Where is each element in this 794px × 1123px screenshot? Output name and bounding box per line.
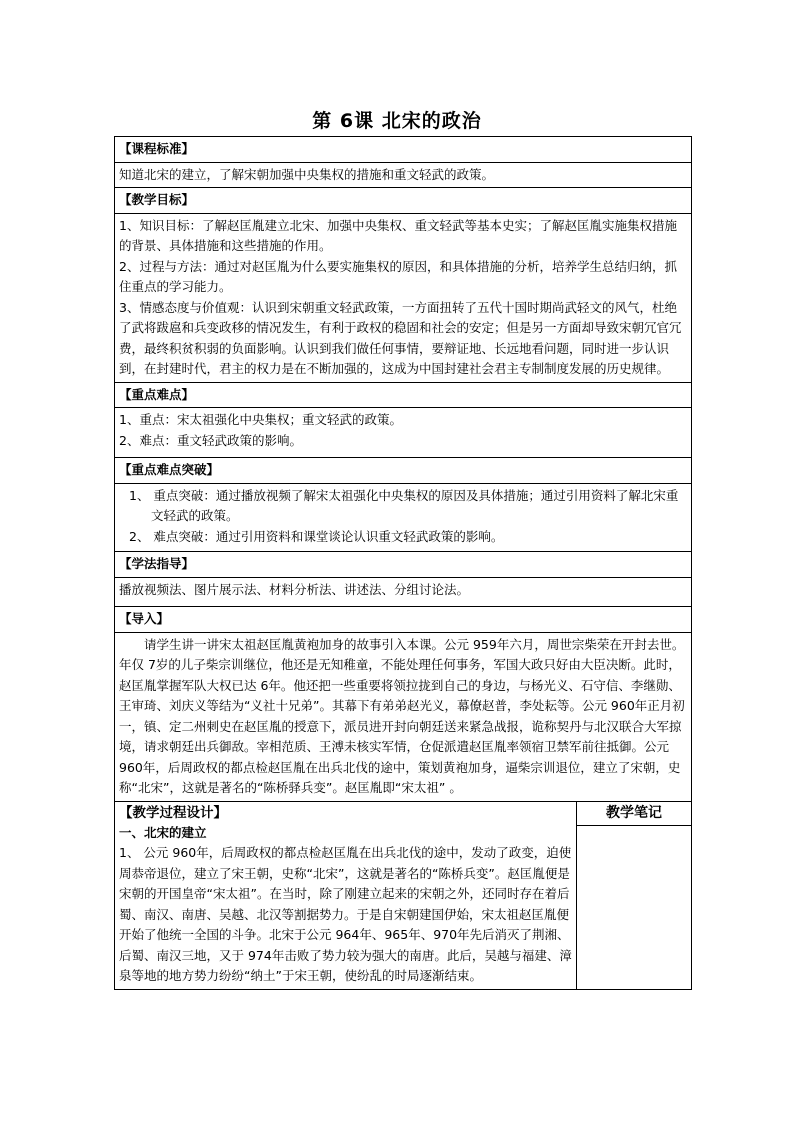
method-heading-row bbox=[115, 552, 692, 578]
keypoints-cell bbox=[115, 408, 692, 458]
notes-heading: 教学笔记 bbox=[606, 804, 662, 821]
breakthrough-cell bbox=[115, 483, 692, 552]
notes-divider bbox=[577, 825, 691, 826]
intro-row bbox=[115, 632, 692, 801]
goal-item: 2、过程与方法：通过对赵匡胤为什么要实施集权的原因，和具体措施的分析，培养学生总结归纳，抓住重点的学习能力。 bbox=[119, 258, 677, 294]
breakthrough-item: 2、 难点突破：通过引用资料和课堂谈论认识重文轻武政策的影响。 bbox=[129, 528, 504, 544]
goals-heading: 【教学目标】 bbox=[115, 188, 692, 214]
notes-cell bbox=[577, 801, 692, 989]
breakthrough-heading-row bbox=[115, 458, 692, 484]
lesson-plan-table bbox=[114, 136, 692, 990]
standard-text: 知道北宋的建立，了解宋朝加强中央集权的措施和重文轻武的政策。 bbox=[115, 162, 692, 188]
process-text: 1、 公元 960年，后周政权的都点检赵匡胤在出兵北伐的途中，发动了政变，迫使周恭帝退位，建立了宋王朝，史称“北宋”，这就是著名的“陈桥兵变”。赵匡胤便是宋朝的开国皇帝“宋太祖”。在当时，除了刚建立起来的宋朝之外，还同时存在着后蜀、南汉、南唐、吴越、北汉等割据势力。于是自宋朝建国伊始，宋太祖赵匡胤便开始了他统一全国的斗争。北宋于公元 964年、965年、970年先后消灭了荆湘、后蜀、南汉三地，又于 974年击败了势力较为强大的南唐。此后，吴越与福建、漳泉等地的地方势力纷纷“纳土”于宋王朝，使纷乱的时局逐渐结束。 bbox=[119, 845, 572, 983]
intro-heading: 【导入】 bbox=[115, 607, 692, 633]
section-title: 一、北宋的建立 bbox=[119, 824, 207, 840]
process-cell bbox=[115, 801, 577, 989]
intro-text: 请学生讲一讲宋太祖赵匡胤黄袍加身的故事引入本课。公元 959年六月，周世宗柴荣在开封去世。年仅 7岁的儿子柴宗训继位，他还是无知稚童，不能处理任何事务，军国大政只好由大臣决断。此时，赵匡胤掌握军队大权已达 6年。他还把一些重要将领拉拢到自己的身边，与杨光义、石守信、李继勋、王审琦、刘庆义等结为“义社十兄弟”。其幕下有弟弟赵光义，幕僚赵普，李处耘等。公元 960年正月初一，镇、定二州刺史在赵匡胤的授意下，派员进开封向朝廷送来紧急战报，诡称契丹与北汉联合大军掠境，请求朝廷出兵御敌。宰相范质、王溥未核实军情，仓促派遣赵匡胤率领宿卫禁军前往抵御。公元 960年，后周政权的都点检赵匡胤在出兵北伐的途中，策划黄袍加身，逼柴宗训退位，建立了宋朝，史称“北宋”，这就是著名的“陈桥驿兵变”。赵匡胤即“宋太祖” 。 bbox=[119, 636, 685, 795]
breakthrough-item: 1、 重点突破：通过播放视频了解宋太祖强化中央集权的原因及具体措施；通过引用资料了解北宋重文轻武的政策。 bbox=[129, 487, 679, 523]
standard-heading-row bbox=[115, 137, 692, 163]
goal-item: 3、情感态度与价值观：认识到宋朝重文轻武政策，一方面扭转了五代十国时期尚武轻文的风气，杜绝了武将跋扈和兵变政移的情况发生，有利于政权的稳固和社会的安定；但是另一方面却导致宋朝冗官冗费，最终积贫积弱的负面影响。认识到我们做任何事情，要辩证地、长远地看问题，同时进一步认识到，在封建时代，君主的权力是在不断加强的，这成为中国封建社会君主专制制度发展的历史规律。 bbox=[119, 299, 682, 376]
goals-heading-row bbox=[115, 188, 692, 214]
keypoints-heading-row bbox=[115, 382, 692, 408]
breakthrough-heading: 【重点难点突破】 bbox=[115, 458, 692, 484]
keypoints-row bbox=[115, 408, 692, 458]
method-text: 播放视频法、图片展示法、材料分析法、讲述法、分组讨论法。 bbox=[115, 577, 692, 607]
breakthrough-row bbox=[115, 483, 692, 552]
method-heading: 【学法指导】 bbox=[115, 552, 692, 578]
method-row bbox=[115, 577, 692, 607]
goals-cell bbox=[115, 213, 692, 382]
intro-cell bbox=[115, 632, 692, 801]
keypoint-item: 2、难点：重文轻武政策的影响。 bbox=[119, 432, 302, 448]
standard-row bbox=[115, 162, 692, 188]
process-row bbox=[115, 801, 692, 989]
keypoint-item: 1、重点：宋太祖强化中央集权；重文轻武的政策。 bbox=[119, 412, 402, 427]
keypoints-heading: 【重点难点】 bbox=[115, 382, 692, 408]
standard-heading: 【课程标准】 bbox=[115, 137, 692, 163]
page-title: 第 6课 北宋的政治 bbox=[312, 110, 482, 132]
intro-heading-row bbox=[115, 607, 692, 633]
goals-row bbox=[115, 213, 692, 382]
goal-item: 1、知识目标：了解赵匡胤建立北宋、加强中央集权、重文轻武等基本史实；了解赵匡胤实施集权措施的背景、具体措施和这些措施的作用。 bbox=[119, 217, 677, 253]
process-heading: 【教学过程设计】 bbox=[119, 804, 227, 821]
